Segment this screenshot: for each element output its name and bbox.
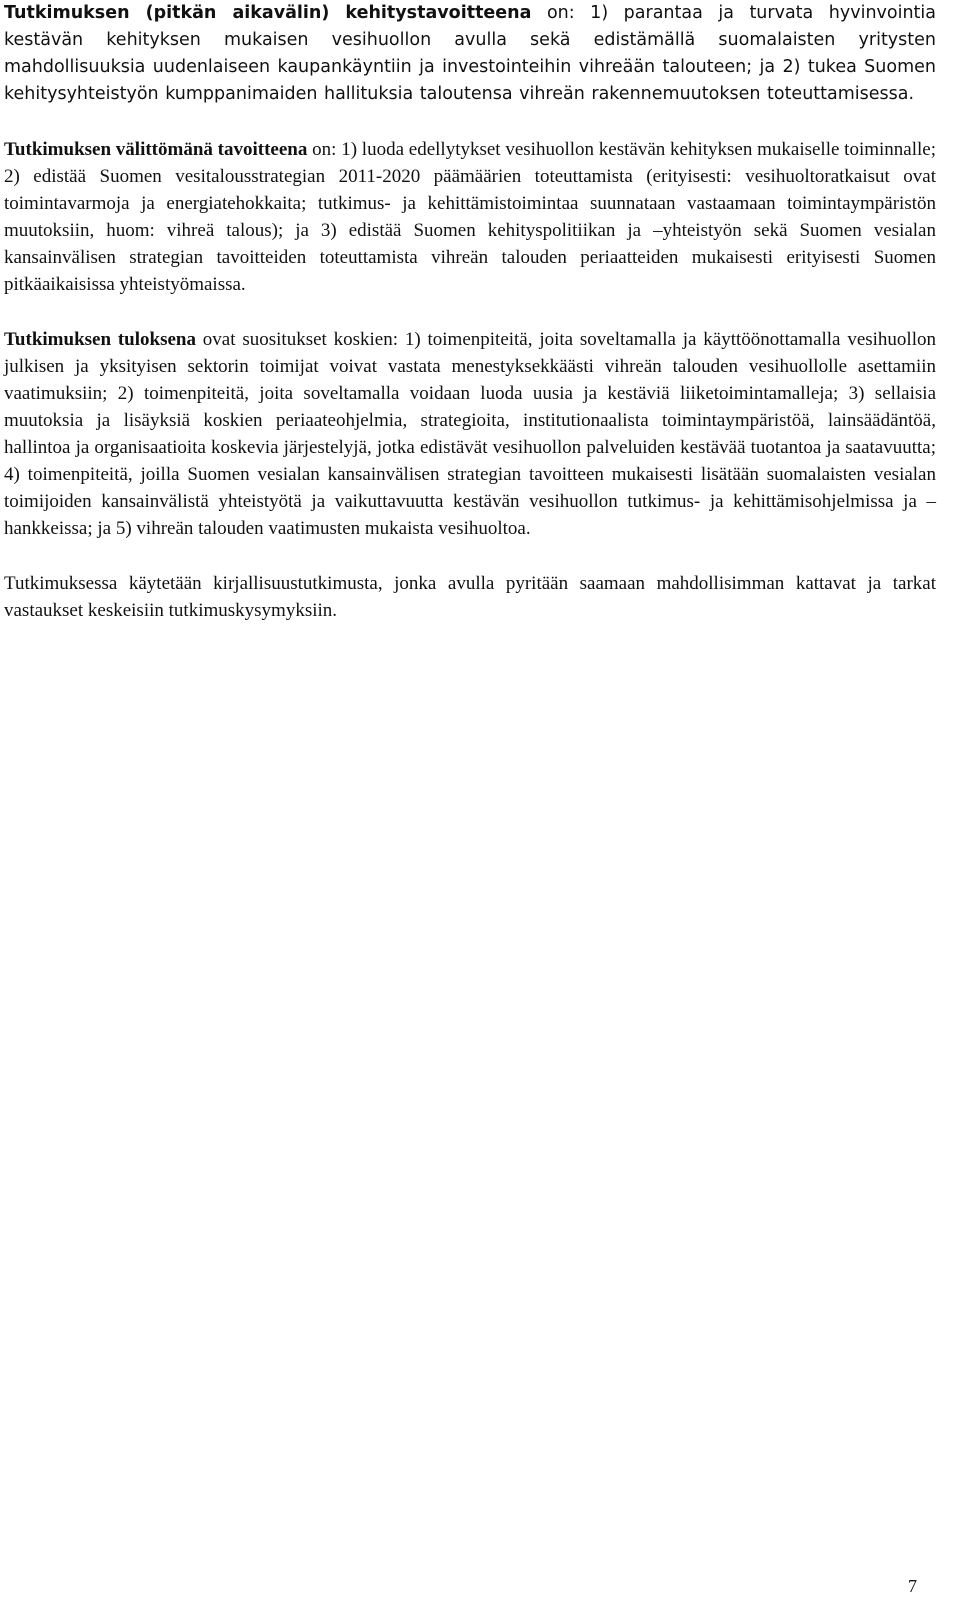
page-number: 7 xyxy=(908,1576,917,1596)
paragraph-immediate-goal xyxy=(4,136,936,298)
paragraph-body: on: 1) luoda edellytykset vesihuollon kestävän kehityksen mukaiselle toiminnalle; 2) edistää Suomen vesitalousstrategian 2011-2020 päämäärien toteuttamista (erityisesti: vesihuoltoratkaisut ovat toimintavarmoja ja energiatehokkaita; tutkimus- ja kehittämistoimintaa suunnataan vastaamaan toimintaympäristön muutoksiin, huom: vihreä talous); ja 3) edistää Suomen kehityspolitiikan ja –yhteistyön sekä Suomen vesialan kansainvälisen strategian tavoitteiden toteuttamista vihreän talouden periaatteiden mukaisesti erityisesti Suomen pitkäaikaisissa yhteistyömaissa. xyxy=(4,139,936,295)
paragraph-body: on: 1) parantaa ja turvata hyvinvointia kestävän kehityksen mukaisen vesihuollon avulla sekä edistämällä suomalaisten yritysten mahdollisuuksia uudenlaiseen kaupankäyntiin ja investointeihin vihreään talouteen; ja 2) tukea Suomen kehitysyhteistyön kumppanimaiden hallituksia taloutensa vihreän rakennemuutoksen toteuttamisessa. xyxy=(4,3,936,104)
paragraph-development-goal xyxy=(4,0,936,108)
paragraph-lead: Tutkimuksen välittömänä tavoitteena xyxy=(4,139,308,160)
paragraph-results xyxy=(4,326,936,542)
paragraph-body: ovat suositukset koskien: 1) toimenpiteitä, joita soveltamalla ja käyttöönottamalla vesihuollon julkisen ja yksityisen sektorin toimijat voivat vastata menestyksekkäästi vihreän talouden vesihuollolle asettamiin vaatimuksiin; 2) toimenpiteitä, joita soveltamalla voidaan luoda uusia ja kestäviä liiketoimintamalleja; 3) sellaisia muutoksia ja lisäyksiä koskien periaateohjelmia, strategioita, institutionaalista toimintaympäristöä, lainsäädäntöä, hallintoa ja organisaatioita koskevia järjestelyjä, jotka edistävät vesihuollon palveluiden kestävää tuotantoa ja saatavuutta; 4) toimenpiteitä, joilla Suomen vesialan kansainvälisen strategian tavoitteen mukaisesti lisätään suomalaisten vesialan toimijoiden kansainvälistä yhteistyötä ja vaikuttavuutta kestävän vesihuollon tutkimus- ja kehittämisohjelmissa ja –hankkeissa; ja 5) vihreän talouden vaatimusten mukaista vesihuoltoa. xyxy=(4,329,936,539)
paragraph-method xyxy=(4,570,936,624)
paragraph-lead: Tutkimuksen tuloksena xyxy=(4,329,196,350)
document-page xyxy=(4,0,936,624)
paragraph-body: Tutkimuksessa käytetään kirjallisuustutkimusta, jonka avulla pyritään saamaan mahdollisimman kattavat ja tarkat vastaukset keskeisiin tutkimuskysymyksiin. xyxy=(4,573,936,621)
paragraph-lead: Tutkimuksen (pitkän aikavälin) kehitystavoitteena xyxy=(4,3,532,23)
